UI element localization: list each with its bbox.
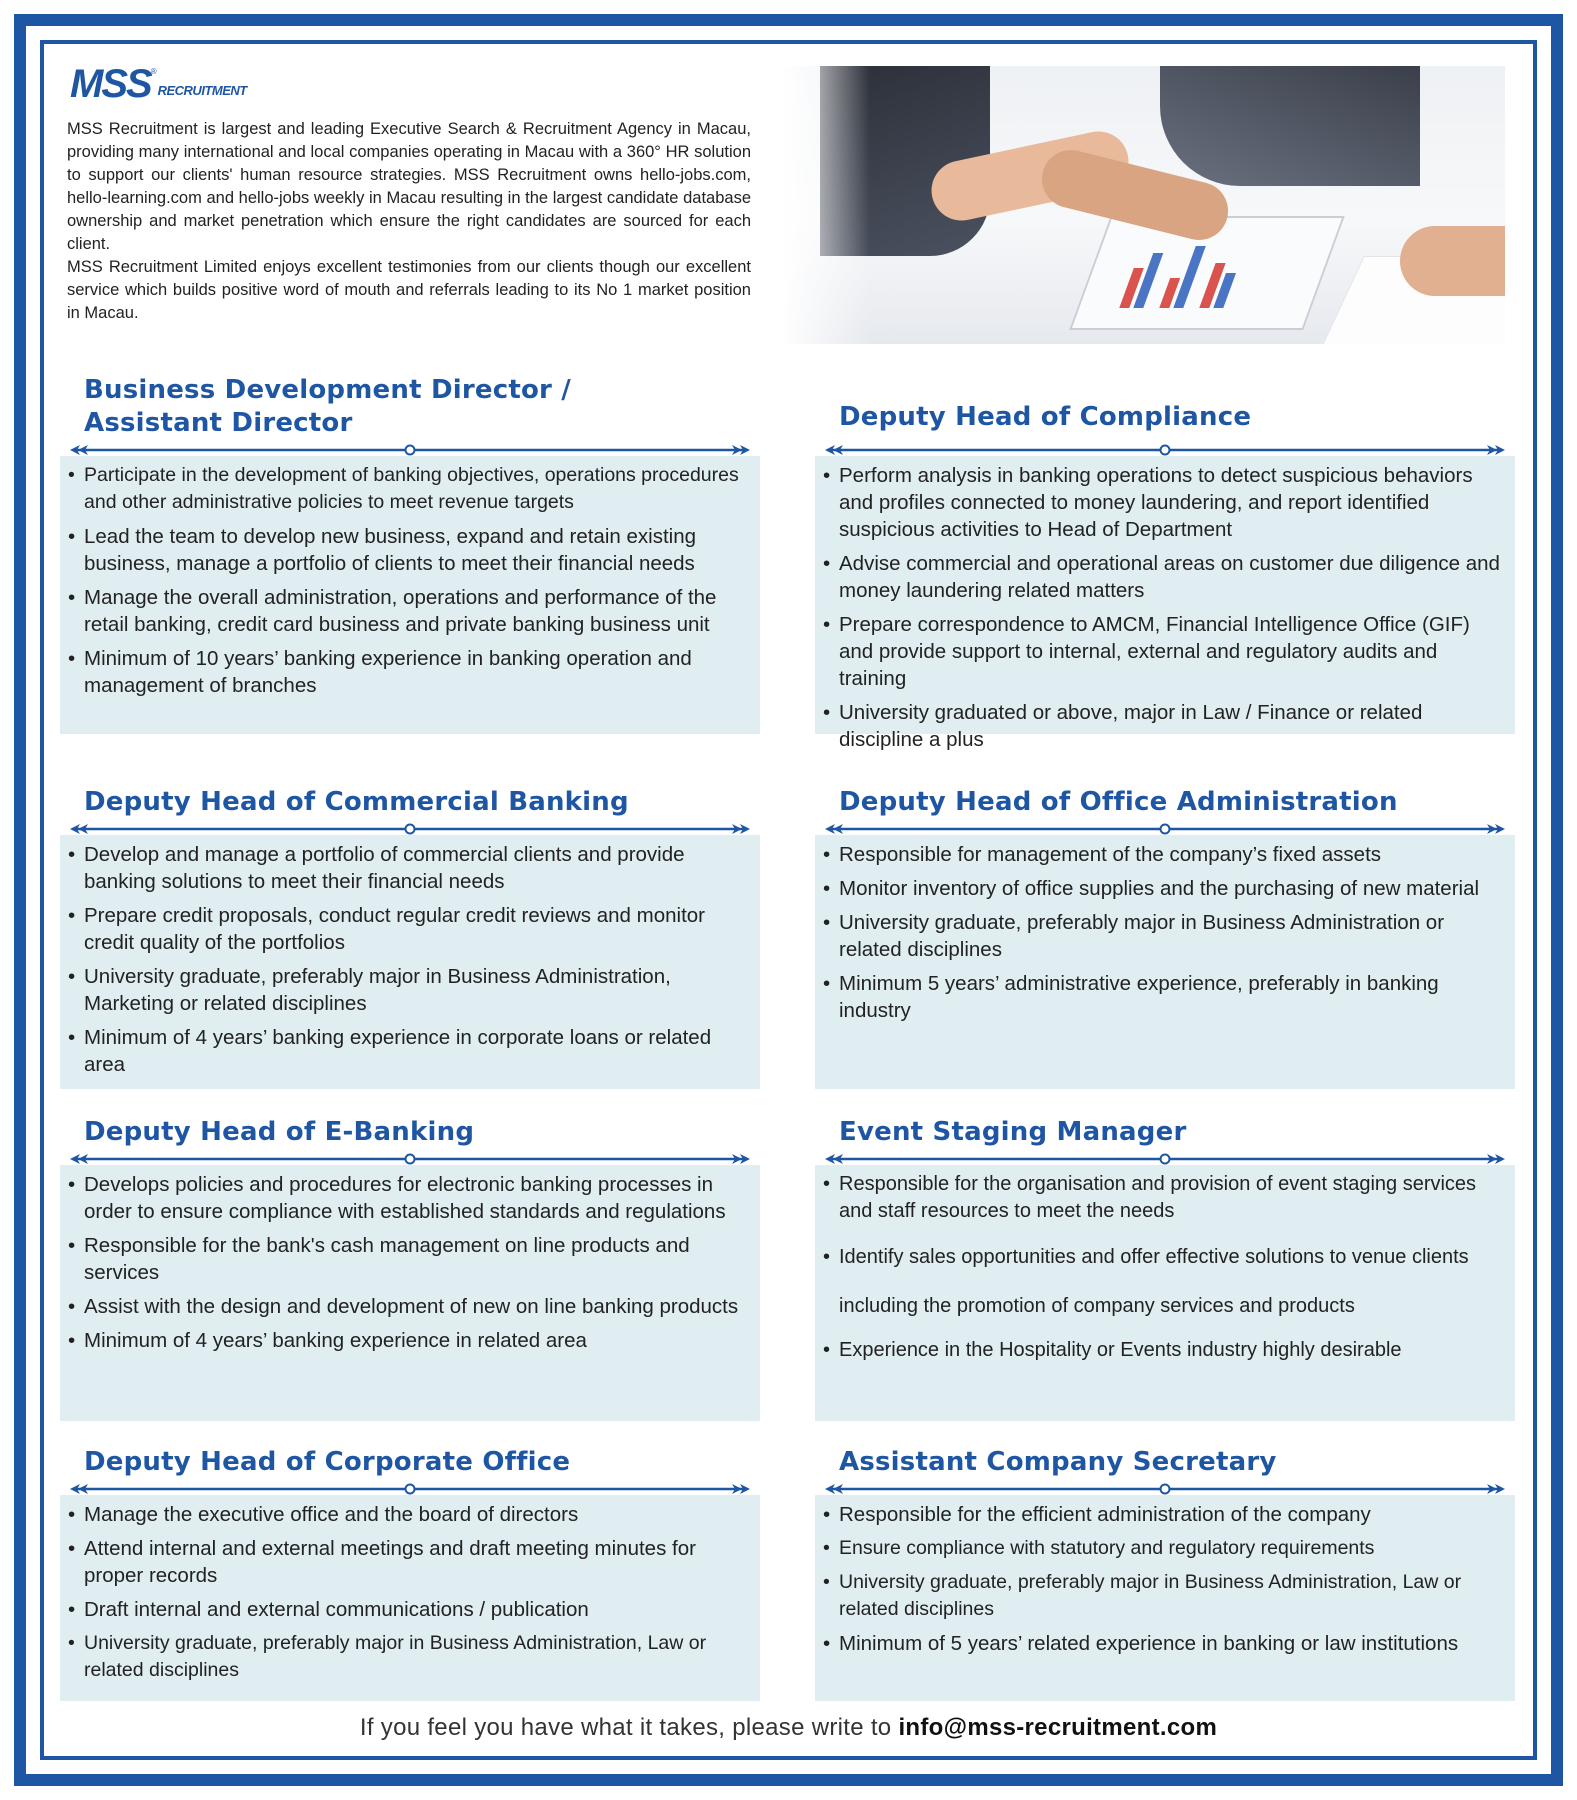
title-divider xyxy=(825,1152,1505,1166)
list-item: • Perform analysis in banking operations to detect suspicious behaviors and profiles connected to money laundering, and report identified suspicious activities to Head of Department xyxy=(823,462,1505,543)
list-item: • Assist with the design and development of new on line banking products xyxy=(68,1293,750,1320)
list-item: • Prepare credit proposals, conduct regular credit reviews and monitor credit quality of the portfolios xyxy=(68,902,750,956)
company-logo xyxy=(70,64,247,104)
intro-text xyxy=(67,118,751,325)
job-requirements xyxy=(60,456,760,734)
list-item: • Draft internal and external communications / publication xyxy=(68,1596,750,1623)
list-item: • Manage the overall administration, operations and performance of the retail banking, credit card business and private banking business unit xyxy=(68,584,750,638)
job-requirements xyxy=(60,1495,760,1701)
job-requirements xyxy=(60,1165,760,1421)
title-divider xyxy=(825,822,1505,836)
list-item: • Experience in the Hospitality or Events industry highly desirable xyxy=(823,1337,1505,1364)
list-item: • University graduate, preferably major in Business Administration, Marketing or related disciplines xyxy=(68,963,750,1017)
list-item: • Minimum of 10 years’ banking experience in banking operation and management of branches xyxy=(68,645,750,699)
title-divider xyxy=(70,1152,750,1166)
list-item: • Lead the team to develop new business, expand and retain existing business, manage a portfolio of clients to meet their financial needs xyxy=(68,523,750,577)
list-item: • Minimum of 5 years’ related experience in banking or law institutions xyxy=(823,1630,1505,1657)
job-requirements xyxy=(815,835,1515,1089)
job-title: Assistant Company Secretary xyxy=(839,1447,1277,1477)
title-divider xyxy=(825,1482,1505,1496)
list-item: • Responsible for the organisation and provision of event staging services and staff resources to meet the needs xyxy=(823,1171,1505,1225)
intro-paragraph-2: MSS Recruitment Limited enjoys excellent testimonies from our clients though our excellent service which builds positive word of mouth and referrals leading to its No 1 market position in Macau. xyxy=(67,258,751,322)
list-item: • Participate in the development of banking objectives, operations procedures and other administrative policies to meet revenue targets xyxy=(68,462,750,516)
job-requirements xyxy=(815,1495,1515,1701)
contact-email-link[interactable]: info@mss-recruitment.com xyxy=(898,1714,1218,1741)
logo-mark: MSS xyxy=(70,62,151,106)
list-item: • Responsible for the efficient administration of the company xyxy=(823,1501,1505,1528)
list-item: • University graduate, preferably major in Business Administration, Law or related disciplines xyxy=(823,1569,1505,1623)
job-title: Business Development Director / Assistant Director xyxy=(84,375,571,438)
job-requirements xyxy=(815,456,1515,751)
list-item: • Develop and manage a portfolio of commercial clients and provide banking solutions to meet their financial needs xyxy=(68,841,750,895)
job-title: Deputy Head of Corporate Office xyxy=(84,1447,571,1477)
list-item: • Monitor inventory of office supplies and the purchasing of new material xyxy=(823,875,1505,902)
list-item: • Minimum of 4 years’ banking experience in related area xyxy=(68,1327,750,1354)
title-divider xyxy=(70,443,750,457)
footer-text: If you feel you have what it takes, please write to xyxy=(359,1714,899,1741)
list-item: • Attend internal and external meetings and draft meeting minutes for proper records xyxy=(68,1535,750,1589)
job-title: Deputy Head of Office Administration xyxy=(839,787,1398,817)
list-item: • Responsible for management of the company’s fixed assets xyxy=(823,841,1505,868)
job-requirements xyxy=(60,835,760,1089)
list-item: • Advise commercial and operational areas on customer due diligence and money laundering related matters xyxy=(823,550,1505,604)
contact-footer xyxy=(0,1714,1577,1742)
list-item: • University graduate, preferably major in Business Administration, Law or related disciplines xyxy=(68,1630,750,1684)
job-title: Deputy Head of Commercial Banking xyxy=(84,787,629,817)
list-item: • Manage the executive office and the board of directors xyxy=(68,1501,750,1528)
handshake-photo xyxy=(780,66,1505,344)
job-title: Deputy Head of Compliance xyxy=(839,402,1252,432)
list-item: • Responsible for the bank's cash management on line products and services xyxy=(68,1232,750,1286)
list-item: • University graduated or above, major in Law / Finance or related discipline a plus xyxy=(823,699,1505,753)
intro-paragraph-1: MSS Recruitment is largest and leading Executive Search & Recruitment Agency in Macau, providing many international and local companies operating in Macau with a 360° HR solution to support our clients' human resource strategies. MSS Recruitment owns hello-jobs.com, hello-learning.com and hello-jobs weekly in Macau resulting in the largest candidate database ownership and market penetration which ensure the right candidates are sourced for each client. xyxy=(67,120,751,253)
list-item: • University graduate, preferably major in Business Administration or related disciplines xyxy=(823,909,1505,963)
list-item: • Ensure compliance with statutory and regulatory requirements xyxy=(823,1535,1505,1562)
job-title: Deputy Head of E-Banking xyxy=(84,1117,475,1147)
title-divider xyxy=(825,443,1505,457)
title-divider xyxy=(70,1482,750,1496)
job-title: Event Staging Manager xyxy=(839,1117,1187,1147)
logo-registered: ® xyxy=(150,67,157,76)
title-divider xyxy=(70,822,750,836)
list-item: • Minimum 5 years’ administrative experience, preferably in banking industry xyxy=(823,970,1505,1024)
logo-sub: RECRUITMENT xyxy=(157,83,247,98)
list-item: • Identify sales opportunities and offer effective solutions to venue clients including the promotion of company services and products xyxy=(823,1233,1505,1331)
list-item: • Prepare correspondence to AMCM, Financial Intelligence Office (GIF) and provide support to internal, external and regulatory audits and training xyxy=(823,611,1505,692)
list-item: • Develops policies and procedures for electronic banking processes in order to ensure compliance with established standards and regulations xyxy=(68,1171,750,1225)
job-requirements xyxy=(815,1165,1515,1421)
list-item: • Minimum of 4 years’ banking experience in corporate loans or related area xyxy=(68,1024,750,1078)
